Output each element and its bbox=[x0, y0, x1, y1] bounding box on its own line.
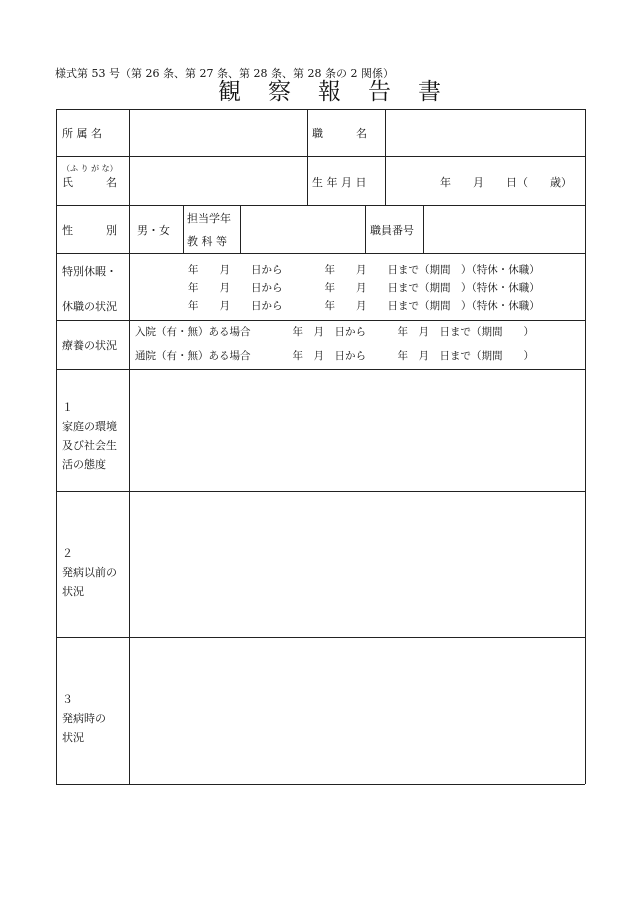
table-border-left bbox=[56, 109, 57, 784]
staff-number-label: 職員番号 bbox=[370, 224, 414, 237]
section-label-line: 発病以前の bbox=[62, 566, 117, 579]
hospitalization-line[interactable]: 入院（有・無）ある場合 年 月 日から 年 月 日まで（期間 ） bbox=[135, 326, 534, 338]
subject-label: 教 科 等 bbox=[187, 235, 227, 248]
form-number: 様式第 53 号（第 26 条、第 27 条、第 28 条、第 28 条の 2 関係） bbox=[55, 67, 394, 80]
leave-period-line[interactable]: 年 月 日から 年 月 日まで（期間 ）（特休・休職） bbox=[188, 300, 540, 312]
grade-subject-field[interactable] bbox=[242, 207, 363, 251]
column-divider bbox=[423, 205, 424, 253]
section-label-line: 家庭の環境 bbox=[62, 420, 117, 433]
row-divider bbox=[56, 320, 585, 321]
section-number: ２ bbox=[62, 547, 73, 560]
table-border-top bbox=[56, 109, 585, 110]
birth-date-label: 生 年 月 日 bbox=[312, 176, 367, 189]
section-3-label bbox=[62, 690, 106, 747]
leave-period-line[interactable]: 年 月 日から 年 月 日まで（期間 ）（特休・休職） bbox=[188, 282, 540, 294]
leave-period-line[interactable]: 年 月 日から 年 月 日まで（期間 ）（特休・休職） bbox=[188, 264, 540, 276]
section-label-line: 状況 bbox=[62, 731, 84, 744]
section-1-field[interactable] bbox=[131, 371, 583, 489]
section-2-field[interactable] bbox=[131, 493, 583, 635]
gender-value[interactable]: 男・女 bbox=[137, 224, 170, 237]
row-divider bbox=[56, 369, 585, 370]
page-title: 観察報告書 bbox=[218, 79, 468, 105]
row-divider bbox=[56, 205, 585, 206]
name-field[interactable] bbox=[131, 158, 305, 203]
section-label-line: 発病時の bbox=[62, 712, 106, 725]
outpatient-line[interactable]: 通院（有・無）ある場合 年 月 日から 年 月 日まで（期間 ） bbox=[135, 350, 534, 362]
name-label: 氏 名 bbox=[62, 176, 117, 189]
leave-label-2: 休職の状況 bbox=[62, 300, 117, 313]
section-1-label bbox=[62, 398, 117, 474]
staff-number-field[interactable] bbox=[425, 207, 583, 251]
column-divider bbox=[240, 205, 241, 253]
gender-label: 性 別 bbox=[62, 224, 117, 237]
column-divider bbox=[307, 109, 308, 205]
row-divider bbox=[56, 637, 585, 638]
table-border-right bbox=[585, 109, 586, 784]
grade-label: 担当学年 bbox=[187, 212, 231, 225]
job-title-field[interactable] bbox=[387, 111, 583, 154]
column-divider bbox=[183, 205, 184, 253]
row-divider bbox=[56, 253, 585, 254]
job-title-label: 職 名 bbox=[312, 127, 367, 140]
section-number: ３ bbox=[62, 693, 73, 706]
birth-date-field[interactable]: 年 月 日（ 歳） bbox=[440, 176, 572, 189]
furigana-label: （ふ り が な） bbox=[62, 164, 118, 173]
affiliation-field[interactable] bbox=[131, 111, 305, 154]
row-divider bbox=[56, 156, 585, 157]
section-label-line: 状況 bbox=[62, 585, 84, 598]
label-column-divider bbox=[129, 109, 130, 784]
table-border-bottom bbox=[56, 784, 585, 785]
column-divider bbox=[365, 205, 366, 253]
leave-label-1: 特別休暇・ bbox=[62, 265, 117, 278]
section-label-line: 及び社会生 bbox=[62, 439, 117, 452]
treatment-label: 療養の状況 bbox=[62, 339, 117, 352]
row-divider bbox=[56, 491, 585, 492]
section-label-line: 活の態度 bbox=[62, 458, 106, 471]
section-3-field[interactable] bbox=[131, 639, 583, 782]
affiliation-label: 所 属 名 bbox=[62, 127, 102, 140]
section-2-label bbox=[62, 544, 117, 601]
section-number: １ bbox=[62, 401, 73, 414]
column-divider bbox=[385, 109, 386, 205]
